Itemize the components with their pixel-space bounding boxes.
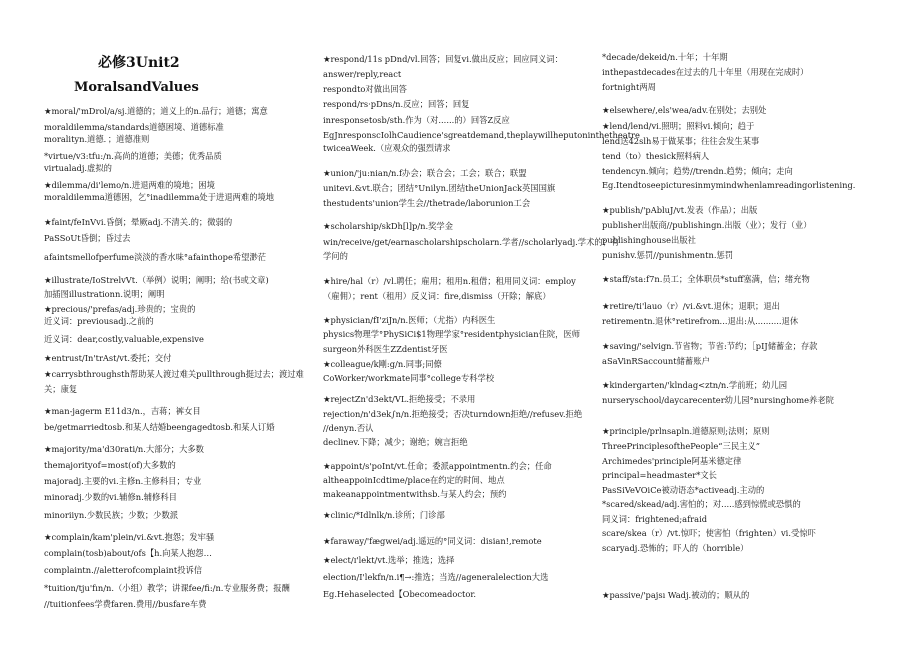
text-line: ★illustrate/IoStrelvVt.（举例）说明；阐明；给(书或文章) — [44, 275, 269, 285]
text-line: ★kindergarten/'klndag<ztn/n.学前班；幼儿园 — [602, 380, 787, 390]
text-line: ★carrysbthroughsth帮助某人渡过难关pullthrough挺过去；渡过难 — [44, 369, 304, 379]
text-line: *decade/dekeid/n.十年；十年期 — [602, 52, 728, 62]
text-line: ★scholarship/skDh[l]p/n.奖学金 — [323, 221, 453, 231]
text-line: be/getmarriedtosb.和某人结婚beengagedtosb.和某人订婚 — [44, 422, 275, 432]
text-line: 学问的 — [323, 251, 348, 261]
text-line: 关；康复 — [44, 384, 78, 394]
text-line: //tuitionfees学费faren.费用//busfare车费 — [44, 599, 207, 609]
text-line: complaintn.//aletterofcomplaint投诉信 — [44, 565, 203, 575]
document-title: 必修3Unit2 — [98, 55, 180, 71]
text-line: answer/reply,react — [323, 69, 402, 79]
text-line: 近义词：previousadj.之前的 — [44, 316, 154, 326]
text-line: ★faraway/'fægwei/adj.遥远的°同义词：disian!,remote — [323, 536, 542, 546]
text-line: punishv.惩罚//punishmentn.惩罚 — [602, 250, 734, 260]
text-line: ★majority/ma'd30rati/n.大部分；大多数 — [44, 444, 204, 454]
document-subtitle: MoralsandValues — [74, 80, 199, 95]
text-line: ★physician/fI'ziJn/n.医师；（尤指）内科医生 — [323, 315, 496, 325]
text-line: publisher出版商//publishingn.出版（业）；发行（业） — [602, 220, 812, 230]
text-line: ★appoint/s'poInt/vt.任命；委派appointmentn.约会；任命 — [323, 461, 552, 471]
text-line: //denyn.否认 — [323, 423, 374, 433]
text-line: minoradj.少数的vi.辅修n.辅修科目 — [44, 492, 177, 502]
text-line: declinev.下降；减少；谢绝；婉言拒绝 — [323, 437, 468, 447]
text-line: complain(tosb)about/ofs【h.向某人抱怨… — [44, 548, 212, 558]
text-line: ★man-jagerm E11d3/n.，吉蒋；裤女目 — [44, 406, 201, 416]
text-line: moralityn.道德．；道德准则 — [44, 134, 150, 144]
text-line: *virtue/v3:tfu:/n.高尚的道德；美德；优秀品质 — [44, 151, 222, 161]
text-line: rejection/n'd3ek∫n/n.拒绝接受；否决turndown拒绝//refusev.拒绝 — [323, 409, 583, 419]
text-line: ThreePrinciplesofthePeople“三民主义” — [602, 441, 760, 451]
text-line: ★hire/hal（r）/vl.聘任；雇用；租用n.租借；租用同义词：employ — [323, 276, 576, 286]
text-line: ★staff/sta:f7n.员工；全体职员*stuff塞满，信；绪充物 — [602, 274, 810, 284]
text-line: （雇佣）；rent（租用）反义词：fire,dismiss（开除；解底） — [323, 291, 551, 301]
text-line: principal=headmaster*文长 — [602, 470, 717, 480]
text-line: respond/rs·pDns/n.反应；回答；回复 — [323, 99, 470, 109]
text-line: minoriiyn.少数民族；少数；少数派 — [44, 510, 179, 520]
text-line: thestudents'union学生会//thetrade/laborunion工会 — [323, 198, 531, 208]
text-line: 近义词：dear,costly,valuable,expensive — [44, 334, 204, 344]
text-line: themajorityof=most(of)大多数的 — [44, 460, 176, 470]
text-line: CoWorker/workmate同事°college专科学校 — [323, 373, 495, 383]
text-line: moraldilemma道德困，乞°inadilemma处于进退两难的境地 — [44, 192, 275, 202]
text-line: election/I'lekfn/n.i¶→:推选；当选//ageneralelection大选 — [323, 572, 549, 582]
text-line: Eg.Itendtoseepicturesinmymindwhenlamreadingorlistening. — [602, 180, 856, 190]
text-line: fortnight两周 — [602, 82, 656, 92]
text-line: ★moral/'mDrol/a/sj.道德的；道义上的n.品行；道德；寓意 — [44, 106, 268, 116]
text-line: scare/skea（r）/vt.惊吓；使害怕（frighten）vi.受惊吓 — [602, 528, 816, 538]
text-line: publishinghouse出版社 — [602, 235, 696, 245]
text-line: PaSSoUt昏倒；昏过去 — [44, 233, 131, 243]
text-line: ★colleague/k剛:g/n.同事;同僚 — [323, 359, 442, 369]
text-line: ★entrust/In'trAst/vt.委托；交付 — [44, 353, 172, 363]
text-line: virtualadj.虚拟的 — [44, 163, 112, 173]
text-line: inthepastdecades在过去的几十年里（用现在完成时） — [602, 67, 809, 77]
text-line: 加插图illustrationn.说明；阐明 — [44, 289, 165, 299]
text-line: nurseryschool/daycarecenter幼儿园°nursinghome养老院 — [602, 395, 834, 405]
text-line: moraldilemma/standards道德困境、道德标准 — [44, 122, 224, 132]
text-line: ★rejectZn'd3ekt/VL.拒绝接受；不录用 — [323, 394, 476, 404]
text-line: ★dilemma/di'lemo/n.进退两难的境地；困境 — [44, 180, 215, 190]
text-line: scaryadj.恐怖的；吓人的（horrible） — [602, 543, 749, 553]
text-line: ★lend/lend/vi.照明；照料vi.倾向；趋于 — [602, 121, 755, 131]
text-line: ★principle/prlnsapln.道德原则;法则；原则 — [602, 426, 770, 436]
text-line: PasSiVeVOiCe被动语态*activeadj.主动的 — [602, 485, 765, 495]
text-line: lend送42slh易于做某事；往往会发生某事 — [602, 136, 760, 146]
text-line: unitevi.&vt.联合；团结°Unilyn.团结theUnionJack英国国旗 — [323, 183, 556, 193]
text-line: ★elsewhere/,els'wea/adv.在别处；去别处 — [602, 105, 767, 115]
text-line: aSaVinRSaccount储蓄账户 — [602, 356, 710, 366]
text-line: ★elect/ɪ'lekt/vt.选举；推选；选择 — [323, 555, 455, 565]
text-line: inresponsetosb/sth.作为（对......的）回答Z反应 — [323, 115, 510, 125]
text-line: Archimedes'principle阿基米德定律 — [602, 456, 742, 466]
text-line: EgJnresponscIolhCaudience'sgreatdemand,theplaywillheputoninthetheatre — [323, 130, 640, 140]
text-line: tend（to）thesick照料病人 — [602, 151, 710, 161]
text-line: tendencyn.倾向；趋势//trendn.趋势；倾向；走向 — [602, 166, 793, 176]
text-line: ★union/'ju:nian/n.f办会；联合会；工会；联合；联盟 — [323, 168, 527, 178]
text-line: afaintsmellofperfume淡淡的香水味°afainthope希望渺茫 — [44, 252, 267, 262]
text-line: ★respond/11s pDnd/vl.回答；回复vi.做出反应；回应同义词： — [323, 54, 563, 64]
text-line: retirementn.退休°retirefrom...退出:从..........退休 — [602, 316, 799, 326]
text-line: ★clinic/*Idlnlk/n.诊所；门诊部 — [323, 510, 445, 520]
text-line: altheappoinIcdtime/place在约定的时间、地点 — [323, 475, 505, 485]
text-line: 同义词：frightened;afraid — [602, 514, 708, 524]
text-line: ★publish/'pAbluJ/vt.发表（作品）；出版 — [602, 205, 758, 215]
text-line: makeanappointmentwithsb.与某人约会；预约 — [323, 489, 507, 499]
text-line: Eg.Hehaselected【Obecomeadoctor. — [323, 589, 477, 599]
text-line: *scared/skead/adj.害怕的；对.....感到惊慌或恐惧的 — [602, 499, 801, 509]
text-line: surgeon外科医生ZZdentist牙医 — [323, 344, 448, 354]
text-line: ★complain/kam'plein/vi.&vt.抱怨；发牢骚 — [44, 532, 215, 542]
text-line: ★retire/ti'lauo（r）/vi.&vt.退休；退职；退出 — [602, 301, 780, 311]
text-line: ★precious/'prefas/adj.珍贵的；宝贵的 — [44, 304, 196, 314]
text-line: ★faint/feInVvi.昏倒；晕厥adj.不清关.的；微弱的 — [44, 217, 233, 227]
text-line: *tuition/tju'fın/n.（小组）教学；讲课fee/fi:/n.专业服务费；报酬 — [44, 583, 290, 593]
text-line: win/receive/get/earnascholarshipscholarn.学者//scholarlyadj.学术的；有 — [323, 237, 620, 247]
text-line: majoradj.主要的vi.主修n.主修科目；专业 — [44, 476, 202, 486]
text-line: physics物理学°PhySiCi$1物理学家°residentphysician住院，医师 — [323, 329, 581, 339]
text-line: twiceaWeek.（应观众的强烈请求 — [323, 143, 451, 153]
text-line: ★saving/'selvign.节省物；节省:节约；［pIJ储蓄金；存款 — [602, 341, 818, 351]
text-line: respondto对做出回答 — [323, 84, 407, 94]
text-line: ★passive/'pajsı Wadj.被动的；顺从的 — [602, 590, 750, 600]
